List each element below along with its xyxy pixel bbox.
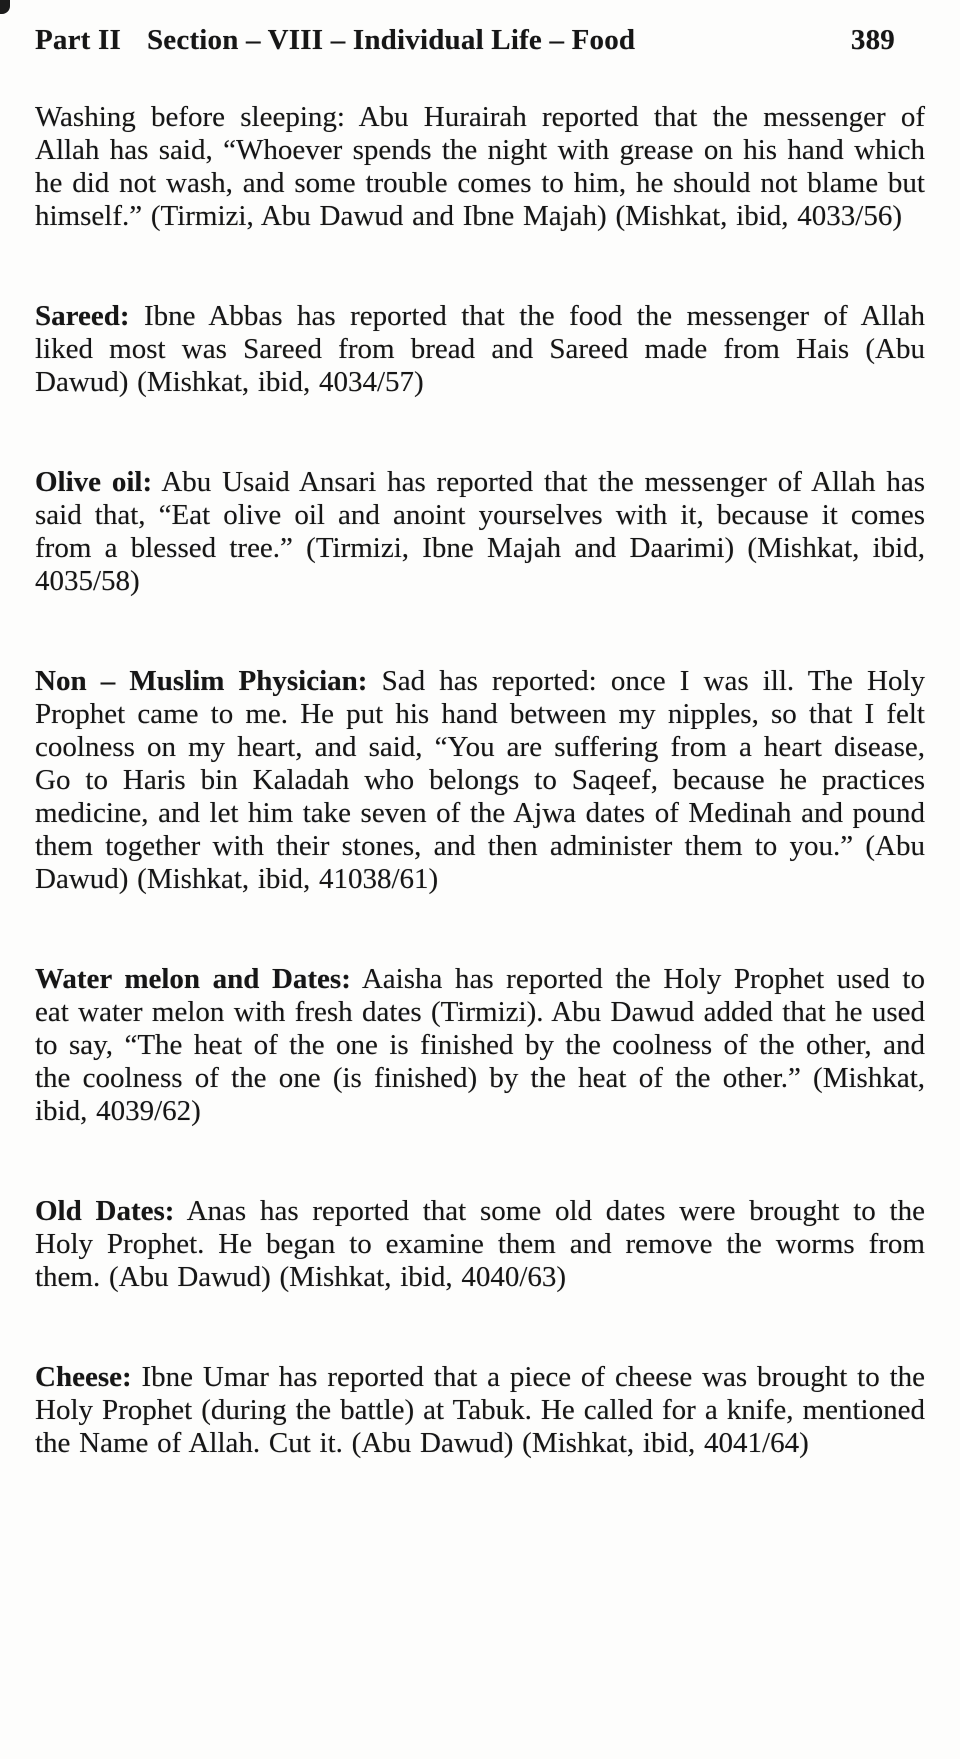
paragraph-cheese bbox=[35, 1361, 925, 1460]
paragraph-topic-label: Cheese: bbox=[35, 1361, 132, 1393]
paragraph-text: Abu Usaid Ansari has reported that the messenger of Allah has said that, “Eat olive oil and anoint yourselves with it, because it comes from a blessed tree.” (Tirmizi, Ibne Majah and Daarimi) (Mishkat, ibid, 4035/58) bbox=[35, 466, 925, 597]
paragraph-text: Washing before sleeping: Abu Hurairah reported that the messenger of Allah has said, “Whoever spends the night with grease on his hand which he did not wash, and some trouble comes to him, he should not blame but himself.” (Tirmizi, Abu Dawud and Ibne Majah) (Mishkat, ibid, 4033/56) bbox=[35, 101, 925, 232]
paragraph-olive-oil bbox=[35, 466, 925, 598]
header-part-label: Part II bbox=[35, 24, 121, 56]
page-header bbox=[35, 24, 925, 57]
paragraph-sareed bbox=[35, 300, 925, 399]
paragraph-topic-label: Water melon and Dates: bbox=[35, 963, 351, 995]
scan-corner-artifact bbox=[0, 0, 10, 14]
paragraph-topic-label: Olive oil: bbox=[35, 466, 153, 498]
paragraph-old-dates bbox=[35, 1195, 925, 1294]
paragraph-text: Ibne Umar has reported that a piece of cheese was brought to the Holy Prophet (during the battle) at Tabuk. He called for a knife, mentioned the Name of Allah. Cut it. (Abu Dawud) (Mishkat, ibid, 4041/64) bbox=[35, 1361, 925, 1459]
paragraph-non-muslim-physician bbox=[35, 665, 925, 896]
paragraph-text: Aaisha has reported the Holy Prophet used to eat water melon with fresh dates (Tirmizi). Abu Dawud added that he used to say, “The heat of the one is finished by the coolness of the other, and the coolness of the one (is finished) by the heat of the other.” (Mishkat, ibid, 4039/62) bbox=[35, 963, 925, 1127]
paragraph-topic-label: Old Dates: bbox=[35, 1195, 175, 1227]
paragraph-washing-before-sleeping bbox=[35, 101, 925, 233]
paragraph-topic-label: Sareed: bbox=[35, 300, 130, 332]
paragraph-text: Ibne Abbas has reported that the food the messenger of Allah liked most was Sareed from bread and Sareed made from Hais (Abu Dawud) (Mishkat, ibid, 4034/57) bbox=[35, 300, 925, 398]
paragraph-text: Sad has reported: once I was ill. The Holy Prophet came to me. He put his hand between my nipples, so that I felt coolness on my heart, and said, “You are suffering from a heart disease, Go to Haris bin Kaladah who belongs to Saqeef, because he practices medicine, and let him take seven of the Ajwa dates of Medinah and pound them together with their stones, and then administer them to you.” (Abu Dawud) (Mishkat, ibid, 41038/61) bbox=[35, 665, 925, 895]
header-section-title: Section – VIII – Individual Life – Food bbox=[146, 24, 636, 56]
paragraph-water-melon-and-dates bbox=[35, 963, 925, 1128]
paragraph-text: Anas has reported that some old dates were brought to the Holy Prophet. He began to examine them and remove the worms from them. (Abu Dawud) (Mishkat, ibid, 4040/63) bbox=[35, 1195, 925, 1293]
page-number: 389 bbox=[850, 24, 895, 56]
paragraph-topic-label: Non – Muslim Physician: bbox=[35, 665, 368, 697]
page-body bbox=[35, 101, 925, 1460]
